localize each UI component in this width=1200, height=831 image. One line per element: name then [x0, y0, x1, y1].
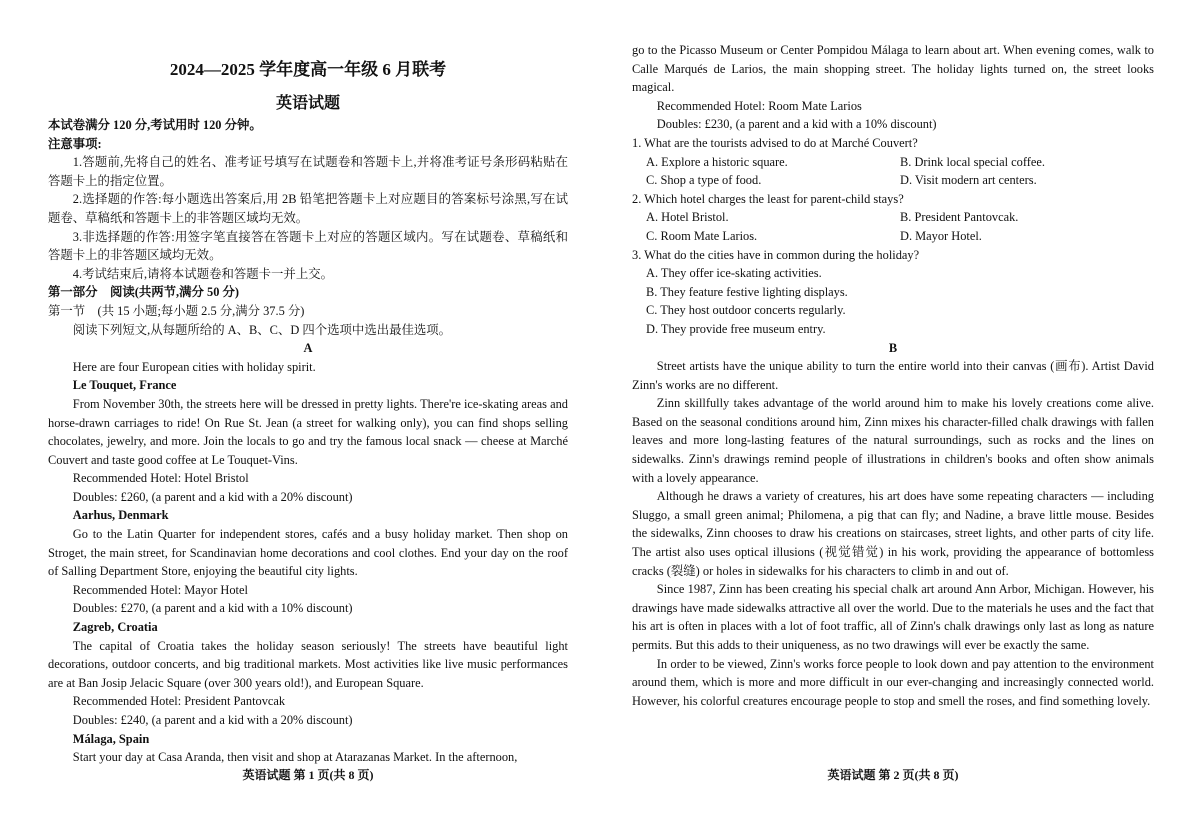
passage-paragraph: Although he draws a variety of creatures, his art does have some repeating characters — including Sluggo, a small green animal; Philomena, a pig that can fly; and Nadine, a brave little mouse. Besides the sidewalks, Zinn chooses to draw his creations on staircases, street lights, and other parts of city life. The artist also uses optical illusions (视觉错觉) in his work, providing the appearance of bottomless cracks (裂缝) or holes in sidewalks for his characters to climb in and out of.: [632, 489, 1154, 578]
option: D. They provide free museum entry.: [646, 321, 826, 336]
subject-title: 英语试题: [275, 95, 340, 112]
passage-paragraph: Street artists have the unique ability to turn the entire world into their canvas (画布). Artist David Zinn's works are no different.: [632, 359, 1154, 392]
hotel-recommendation: Recommended Hotel: Mayor Hotel: [72, 582, 248, 597]
hotel-recommendation: Recommended Hotel: Hotel Bristol: [72, 471, 249, 486]
hotel-recommendation: Recommended Hotel: President Pantovcak: [72, 694, 286, 709]
question-options: [632, 208, 1154, 245]
city-name: Zagreb, Croatia: [72, 620, 158, 635]
hotel-price: Doubles: £270, (a parent and a kid with a 10% discount): [72, 601, 353, 616]
passage-paragraph: Zinn skillfully takes advantage of the world around him to make his lovely creations come alive. Based on the seasonal conditions around him, Zinn mixes his character-filled chalk drawings with fallen leaves and more long-lasting features of the natural surroundings, such as rocks and the lines on sidewalks. Zinn's drawings remind people of illustrations in children's books and often show animals with a lovely appearance.: [632, 396, 1154, 485]
passage-letter: B: [888, 340, 898, 355]
notice-item: 2.选择题的作答:每小题选出答案后,用 2B 铅笔把答题卡上对应题目的答案标号涂黑,写在试题卷、草稿纸和答题卡上的非答题区域均无效。: [48, 192, 568, 225]
notice-heading: 注意事项:: [48, 136, 102, 151]
right-column-body: [632, 41, 1154, 710]
hotel-price: Doubles: £230, (a parent and a kid with a 10% discount): [656, 117, 937, 132]
option: B. Drink local special coffee.: [900, 154, 1045, 169]
city-name: Aarhus, Denmark: [72, 508, 169, 523]
part-heading: 第一部分 阅读(共两节,满分 50 分): [48, 285, 240, 300]
option: C. They host outdoor concerts regularly.: [646, 303, 846, 318]
page-footer: 英语试题 第 2 页(共 8 页): [827, 768, 959, 782]
exam-title: 2024—2025 学年度高一年级 6 月联考: [169, 60, 447, 79]
city-description: The capital of Croatia takes the holiday season seriously! The streets have beautiful light decorations, outdoor concerts, and big traditional markets. Most activities like live music performances are at Ban Josip Jelacic Square (over 300 years old!), and European Square.: [48, 638, 568, 690]
notice-item: 4.考试结束后,请将本试题卷和答题卡一并上交。: [72, 266, 333, 281]
passage-paragraph: Since 1987, Zinn has been creating his special chalk art around Ann Arbor, Michigan. However, his drawings have made sidewalks attractive all over the world. Due to the materials he uses and the fact that his art is often in places with a lot of foot traffic, all of Zinn's chalk drawings only last as long as nature permits. But this adds to their uniqueness, as no two drawings will ever be exactly the same.: [632, 582, 1154, 652]
option: A. Hotel Bristol.: [646, 210, 729, 225]
question-stem: 3. What do the cities have in common during the holiday?: [632, 247, 920, 262]
city-description: Start your day at Casa Aranda, then visit and shop at Atarazanas Market. In the afternoon,: [72, 750, 518, 765]
option: A. They offer ice-skating activities.: [646, 266, 822, 281]
city-description: Go to the Latin Quarter for independent stores, cafés and a busy holiday market. Then shop on Stroget, the main street, for Scandinavian home decorations and cool clothes. End your day on the roof of Salling Department Store, enjoying the beautiful city lights.: [48, 527, 568, 579]
page-footer: 英语试题 第 1 页(共 8 页): [242, 768, 374, 782]
question-options: [632, 153, 1154, 190]
hotel-price: Doubles: £260, (a parent and a kid with a 20% discount): [72, 489, 353, 504]
question-stem: 1. What are the tourists advised to do at Marché Couvert?: [632, 135, 918, 150]
option: D. Mayor Hotel.: [900, 228, 982, 243]
option: B. They feature festive lighting displays.: [646, 284, 848, 299]
passage-intro: Here are four European cities with holiday spirit.: [72, 359, 316, 374]
notice-item: 3.非选择题的作答:用签字笔直接答在答题卡上对应的答题区域内。写在试题卷、草稿纸和答题卡上的非答题区域均无效。: [48, 229, 568, 263]
left-page: [48, 0, 568, 831]
city-name: Le Touquet, France: [72, 378, 177, 393]
passage-paragraph: In order to be viewed, Zinn's works force people to look down and pay attention to the environment around them, which is more and more difficult in our ever-changing and increasingly connected world. However, his colorful creatures encourage people to stop and smell the roses, and find something lovely.: [632, 656, 1154, 708]
notice-item: 1.答题前,先将自己的姓名、准考证号填写在试题卷和答题卡上,并将准考证号条形码粘贴在答题卡上的指定位置。: [48, 155, 568, 188]
left-column-body: [48, 116, 568, 767]
section-heading: 第一节 (共 15 小题;每小题 2.5 分,满分 37.5 分): [48, 303, 305, 318]
reading-instruction: 阅读下列短文,从每题所给的 A、B、C、D 四个选项中选出最佳选项。: [72, 322, 452, 337]
question-stem: 2. Which hotel charges the least for parent-child stays?: [632, 191, 904, 206]
option: A. Explore a historic square.: [646, 154, 788, 169]
hotel-price: Doubles: £240, (a parent and a kid with a 20% discount): [72, 713, 353, 727]
hotel-recommendation: Recommended Hotel: Room Mate Larios: [656, 98, 862, 113]
option: C. Shop a type of food.: [646, 173, 762, 188]
city-description-continued: go to the Picasso Museum or Center Pompidou Málaga to learn about art. When evening comes, walk to Calle Marqués de Larios, the main shopping street. The holiday lights turned on, the street looks magical.: [632, 43, 1154, 95]
option: B. President Pantovcak.: [900, 210, 1019, 225]
city-name: Málaga, Spain: [72, 731, 150, 746]
right-page: [632, 0, 1154, 831]
city-description: From November 30th, the streets here will be dressed in pretty lights. There're ice-skating areas and horse-drawn carriages to ride! On Rue St. Jean (a street for walking only), you can find shops selling chocolates, jewelry, and more. Join the locals to go and try the famous local snack — cheese at Marché Couvert and taste good coffee at Le Touquet-Vins.: [48, 396, 568, 467]
option: C. Room Mate Larios.: [646, 228, 758, 243]
option: D. Visit modern art centers.: [900, 173, 1037, 188]
score-note: 本试卷满分 120 分,考试用时 120 分钟。: [48, 118, 262, 132]
passage-letter: A: [303, 341, 313, 356]
